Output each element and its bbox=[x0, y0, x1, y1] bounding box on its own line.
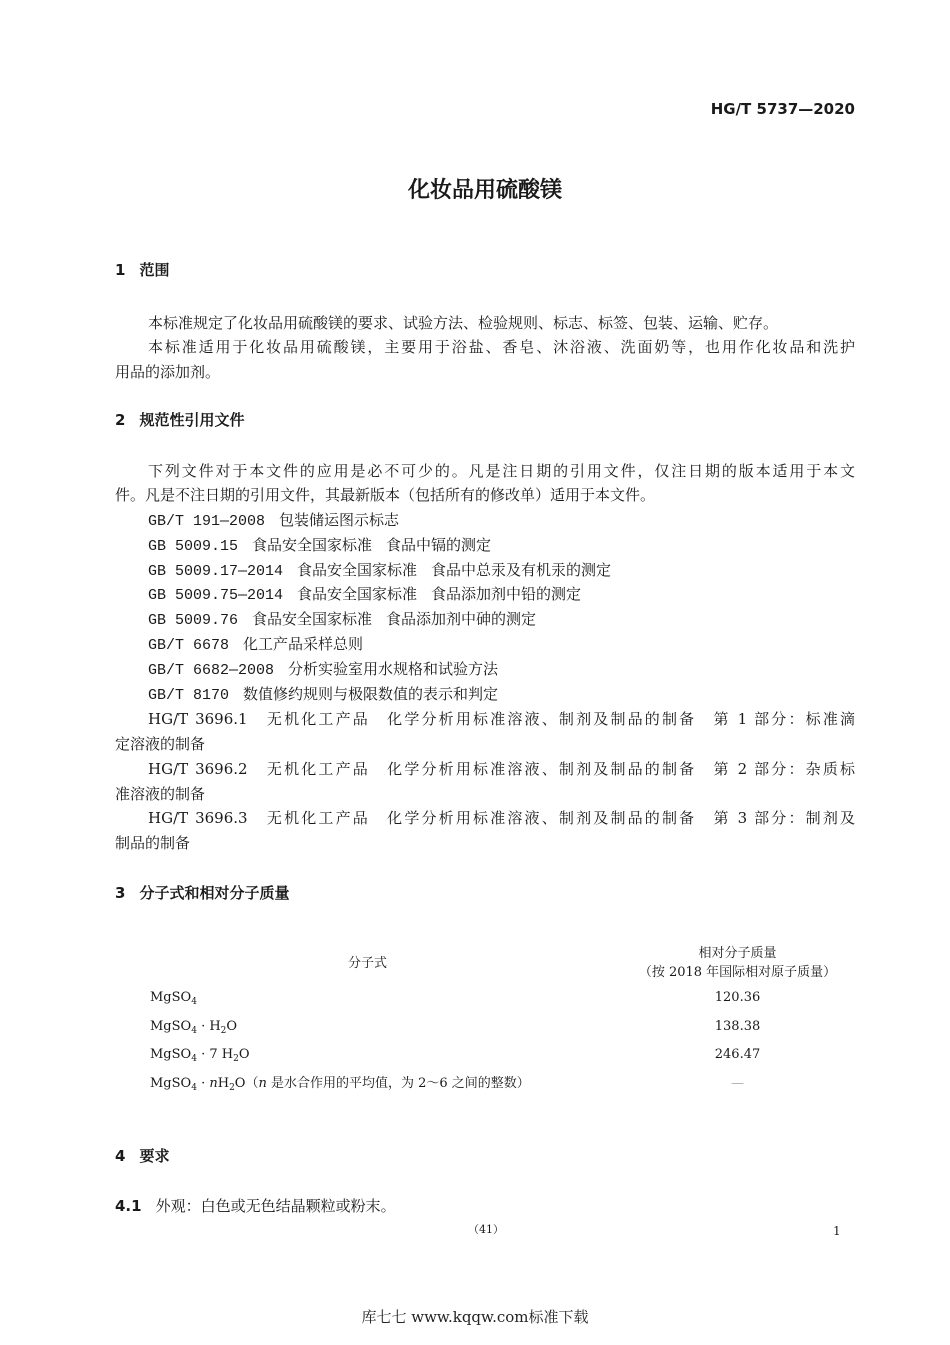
formula-part: · 7 H bbox=[196, 1047, 234, 1063]
clause-4-1 bbox=[115, 1196, 396, 1216]
reference-item bbox=[148, 684, 498, 706]
reference-item bbox=[148, 560, 611, 582]
formula-part: 是水合作用的平均值，为 2～6 之间的整数） bbox=[266, 1076, 530, 1092]
table-header-formula: 分子式 bbox=[347, 956, 387, 971]
reference-code: GB 5009.75—2014 bbox=[148, 587, 284, 605]
formula-part: MgSO bbox=[150, 1047, 192, 1063]
page-number: 1 bbox=[833, 1224, 841, 1238]
formula-cell bbox=[150, 988, 197, 1012]
formula-part: MgSO bbox=[150, 1018, 192, 1034]
standard-number: HG/T 5737—2020 bbox=[710, 100, 855, 118]
reference-code: GB 5009.17—2014 bbox=[148, 562, 284, 580]
formula-cell bbox=[150, 1017, 237, 1041]
paragraph-line: 用品的添加剂。 bbox=[115, 363, 221, 381]
reference-title: 化工产品采样总则 bbox=[243, 635, 364, 653]
section-number: 1 bbox=[115, 261, 126, 279]
reference-item bbox=[148, 634, 363, 656]
reference-code: GB 5009.76 bbox=[148, 612, 239, 630]
reference-subtitle: 食品中总汞及有机汞的测定 bbox=[431, 560, 612, 579]
table-header-mass-note: （按 2018 年国际相对原子质量） bbox=[638, 965, 837, 980]
reference-subtitle: 食品中镉的测定 bbox=[386, 535, 492, 554]
formula-part: 2 bbox=[220, 1025, 227, 1036]
paragraph-line: 本标准规定了化妆品用硫酸镁的要求、试验方法、检验规则、标志、标签、包装、运输、贮存。 bbox=[148, 314, 779, 332]
inner-page-number: （41） bbox=[468, 1223, 504, 1236]
reference-item bbox=[148, 510, 399, 532]
paragraph-line: 本标准适用于化妆品用硫酸镁，主要用于浴盐、香皂、沐浴液、洗面奶等，也用作化妆品和洗护 bbox=[148, 338, 855, 356]
clause-number: 4.1 bbox=[115, 1197, 142, 1215]
paragraph-line: 件。凡是不注日期的引用文件，其最新版本（包括所有的修改单）适用于本文件。 bbox=[115, 486, 656, 504]
reference-code: GB/T 191—2008 bbox=[148, 513, 266, 530]
reference-subtitle: 食品添加剂中铅的测定 bbox=[431, 585, 582, 604]
mass-cell: 120.36 bbox=[714, 990, 761, 1005]
table-header-mass: 相对分子质量 bbox=[698, 946, 777, 961]
formula-part: O（ bbox=[234, 1076, 259, 1092]
reference-item bbox=[148, 659, 498, 681]
formula-part: 4 bbox=[191, 1083, 197, 1094]
formula-part: 4 bbox=[191, 1054, 197, 1065]
reference-code: GB/T 6678 bbox=[148, 637, 230, 654]
formula-part: 4 bbox=[191, 1025, 197, 1036]
reference-item: HG/T 3696.2 无机化工产品 化学分析用标准溶液、制剂及制品的制备 第 2 部分：杂质标 bbox=[148, 759, 855, 778]
formula-part: MgSO bbox=[150, 1076, 192, 1092]
reference-title: 包装储运图示标志 bbox=[279, 511, 400, 529]
reference-item bbox=[148, 609, 536, 631]
formula-part: · bbox=[196, 1076, 210, 1092]
mass-cell: 138.38 bbox=[714, 1018, 761, 1034]
section-2-heading bbox=[115, 410, 244, 430]
page-title: 化妆品用硫酸镁 bbox=[407, 178, 562, 203]
reference-item: HG/T 3696.3 无机化工产品 化学分析用标准溶液、制剂及制品的制备 第 3 部分：制剂及 bbox=[148, 809, 855, 828]
paragraph-line: 下列文件对于本文件的应用是必不可少的。凡是注日期的引用文件，仅注日期的版本适用于本文 bbox=[148, 462, 855, 480]
section-3-heading bbox=[115, 883, 289, 903]
mass-cell: — bbox=[731, 1076, 744, 1092]
section-number: 3 bbox=[115, 884, 126, 902]
reference-title: 食品安全国家标准 bbox=[252, 535, 373, 554]
formula-part: n bbox=[209, 1076, 218, 1092]
formula-part: n bbox=[258, 1076, 267, 1092]
reference-title: 食品安全国家标准 bbox=[252, 610, 373, 629]
reference-code: GB 5009.15 bbox=[148, 537, 239, 555]
formula-part: 4 bbox=[191, 997, 197, 1007]
formula-part: 2 bbox=[233, 1054, 239, 1065]
watermark-link[interactable]: 库七七 www.kqqw.com标准下载 bbox=[361, 1308, 589, 1326]
section-title: 范围 bbox=[139, 261, 170, 279]
reference-title: 食品安全国家标准 bbox=[297, 585, 418, 604]
clause-text: 外观：白色或无色结晶颗粒或粉末。 bbox=[155, 1197, 396, 1215]
reference-title: 分析实验室用水规格和试验方法 bbox=[288, 659, 499, 678]
section-1-heading bbox=[115, 260, 169, 280]
reference-item: HG/T 3696.1 无机化工产品 化学分析用标准溶液、制剂及制品的制备 第 1 部分：标准滴 bbox=[148, 710, 855, 728]
reference-code: GB/T 6682—2008 bbox=[148, 661, 275, 679]
section-title: 规范性引用文件 bbox=[139, 411, 245, 429]
formula-part: MgSO bbox=[150, 990, 192, 1005]
section-number: 4 bbox=[115, 1147, 126, 1165]
section-title: 分子式和相对分子质量 bbox=[139, 884, 290, 902]
reference-item-continued: 准溶液的制备 bbox=[115, 784, 206, 803]
reference-item bbox=[148, 535, 491, 557]
formula-part: O bbox=[238, 1047, 250, 1063]
section-4-heading bbox=[115, 1146, 169, 1166]
reference-item-continued: 定溶液的制备 bbox=[115, 734, 206, 753]
formula-part: H bbox=[217, 1076, 230, 1092]
formula-cell bbox=[150, 1074, 530, 1098]
reference-title: 数值修约规则与极限数值的表示和判定 bbox=[243, 684, 499, 703]
reference-subtitle: 食品添加剂中砷的测定 bbox=[386, 610, 537, 629]
section-title: 要求 bbox=[139, 1147, 170, 1165]
section-number: 2 bbox=[115, 411, 126, 429]
reference-item-continued: 制品的制备 bbox=[115, 834, 191, 853]
reference-item bbox=[148, 584, 581, 606]
formula-part: 2 bbox=[229, 1083, 235, 1094]
mass-cell: 246.47 bbox=[714, 1047, 761, 1063]
reference-code: GB/T 8170 bbox=[148, 686, 230, 704]
reference-title: 食品安全国家标准 bbox=[297, 560, 418, 579]
formula-part: · H bbox=[196, 1018, 221, 1034]
formula-part: O bbox=[226, 1018, 238, 1034]
formula-cell bbox=[150, 1045, 249, 1069]
